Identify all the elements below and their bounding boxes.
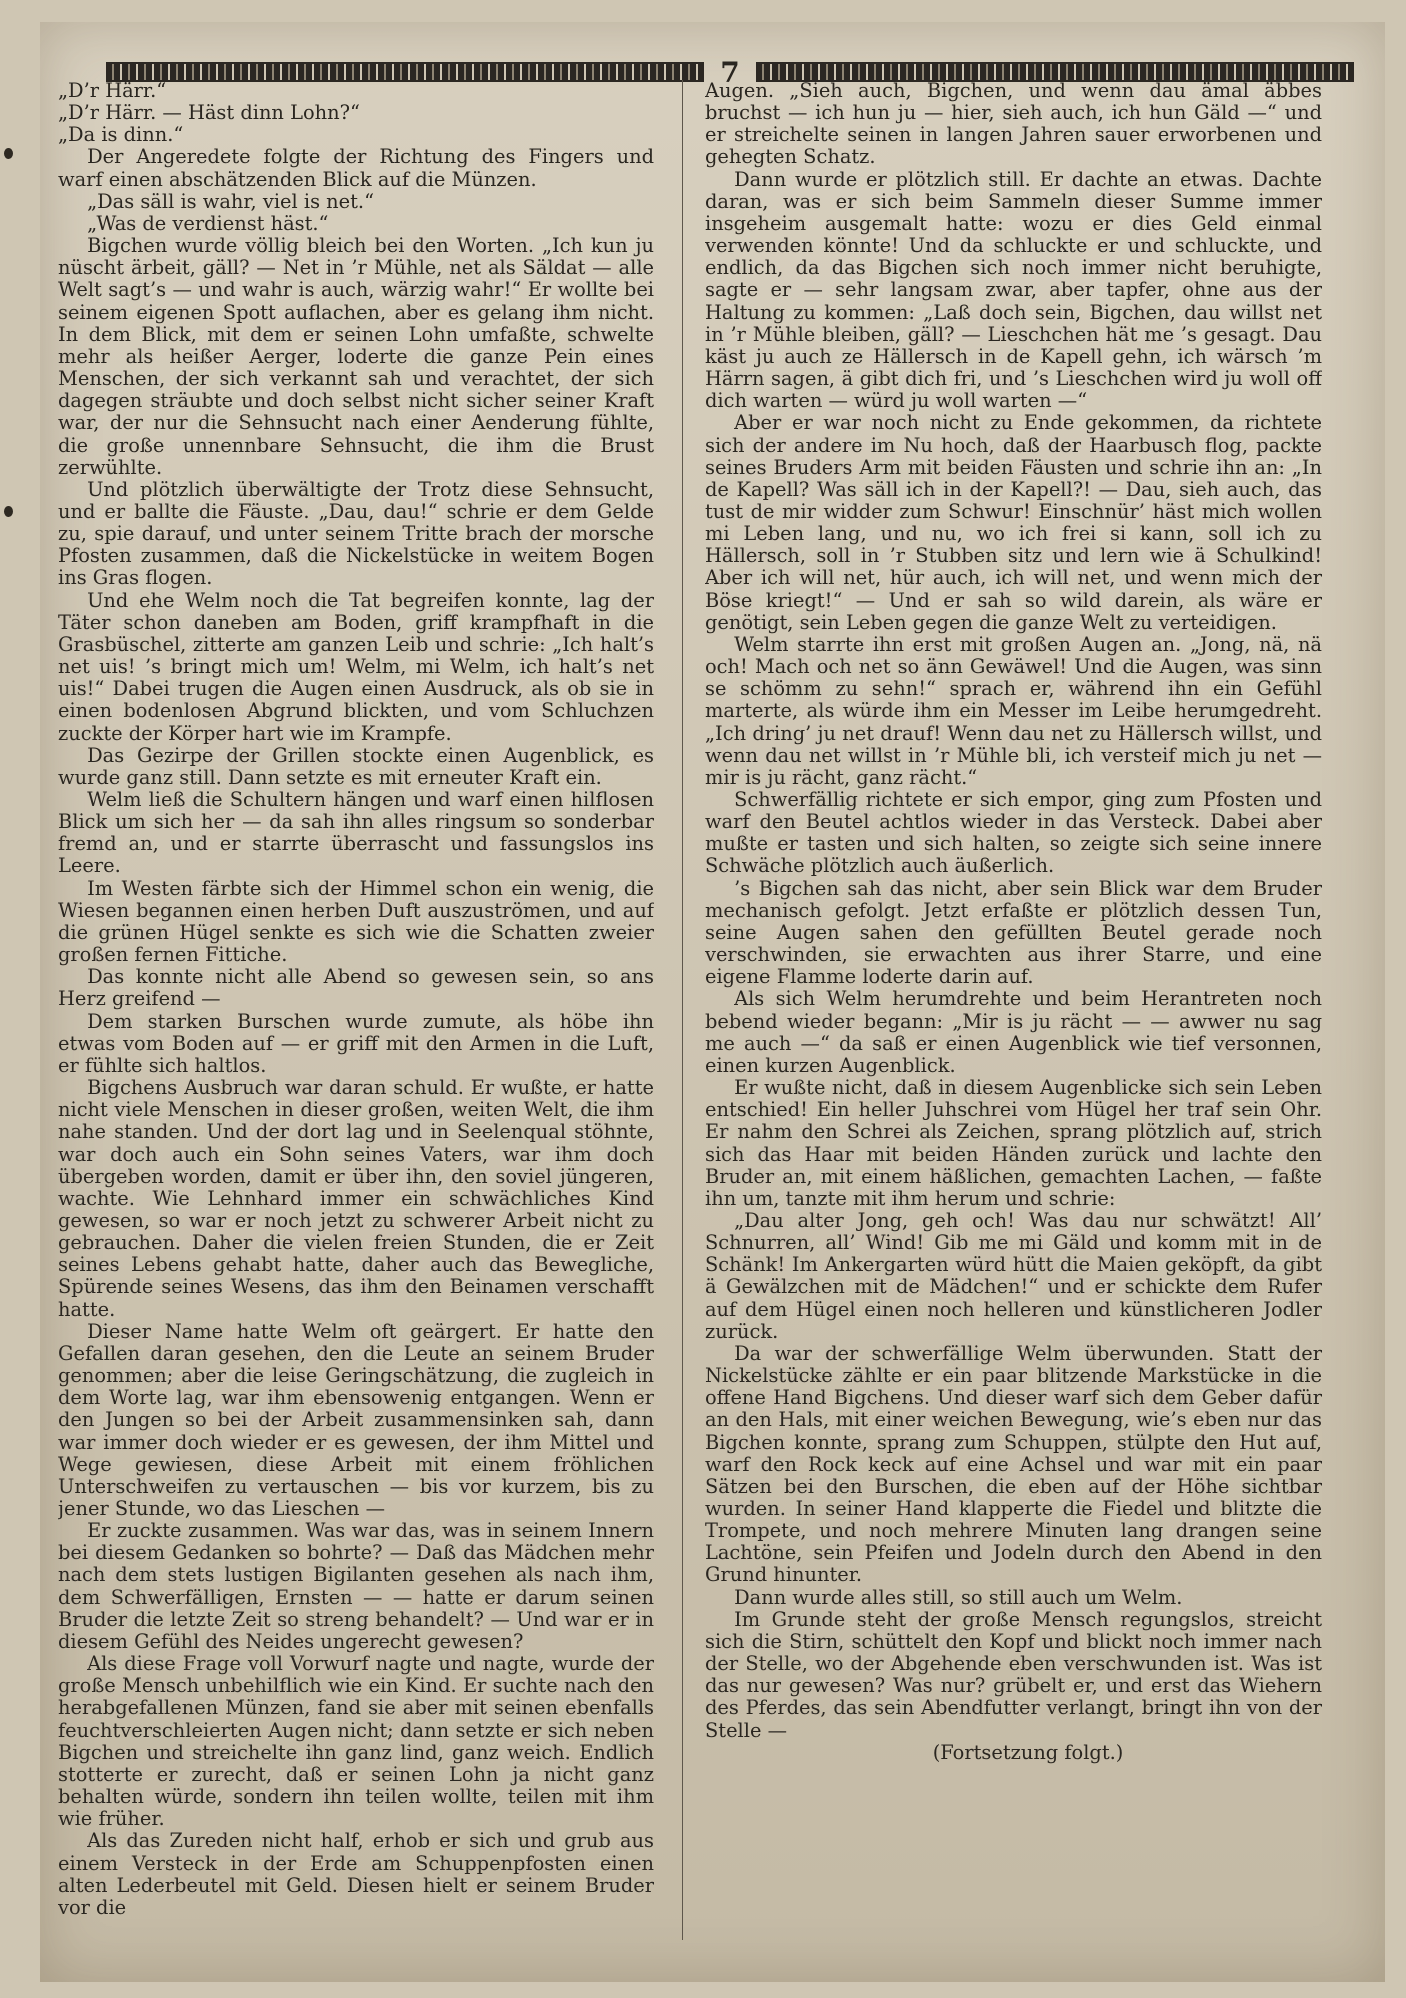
paragraph: Das Gezirpe der Grillen stockte einen Augenblick, es wurde ganz still. Dann setzte es mit erneuter Kraft ein. [58,743,654,789]
continuation-note: (Fortsetzung folgt.) [932,1740,1124,1764]
paragraph: Im Westen färbte sich der Himmel schon ein wenig, die Wiesen begannen einen herben Duft auszuströmen, und auf die grünen Hügel senkte es sich wie die Schatten zweier großen fernen Fittiche. [58,876,654,967]
punch-hole [4,148,13,159]
paragraph: Das konnte nicht alle Abend so gewesen sein, so ans Herz greifend — [58,965,654,1011]
paragraph: Bigchen wurde völlig bleich bei den Worten. „Ich kun ju nüscht ärbeit, gäll? — Net in ’r Mühle, net als Säldat — alle Welt sagt’s — und wahr is auch, wärzig wahr!“ Er wollte bei seinem eigenen Spott auflachen, aber es gelang ihm nicht. In dem Blick, mit dem er seinen Lohn umfaßte, schwelte mehr als heißer Aerger, loderte die ganze Pein eines Menschen, der sich verkannt sah und verachtet, der sich dagegen sträubte und doch selbst nicht sicher seiner Kraft war, der nur die Sehnsucht nach einer Aenderung fühlte, die große unnennbare Sehnsucht, die ihm die Brust zerwühlte. [58,234,654,479]
paragraph: Welm ließ die Schultern hängen und warf einen hilflosen Blick um sich her — da sah ihn alles ringsum so sonderbar fremd an, und er starrte überrascht und fassungslos ins Leere. [58,788,654,878]
punch-hole [4,506,13,517]
paragraph: Als diese Frage voll Vorwurf nagte und nagte, wurde der große Mensch unbehilflich wie ein Kind. Er suchte nach den herabgefallenen Münzen, fand sie aber mit seinen ebenfalls feuchtverschleierten Augen nicht; dann setzte er sich neben Bigchen und streichelte ihn ganz lind, ganz weich. Endlich stotterte er zurecht, daß er seinen Lohn ja nicht ganz behalten würde, sondern ihn teilen wollte, teilen mit ihm wie früher. [58,1652,654,1831]
paragraph: Bigchens Ausbruch war daran schuld. Er wußte, er hatte nicht viele Menschen in dieser großen, weiten Welt, die ihm nahe standen. Und der dort lag und in Seelenqual stöhnte, war doch auch ein Sohn seines Vaters, war ihm doch übergeben worden, damit er über ihn, den soviel jüngeren, wachte. Wie Lehnhard immer ein schwächliches Kind gewesen, so war er noch jetzt zu schwerer Arbeit nicht zu gebrauchen. Daher die vielen freien Stunden, die er Zeit seines Lebens gehabt hatte, daher auch das Bewegliche, Spürende seines Wesens, das ihm den Beinamen verschafft hatte. [58,1076,654,1321]
paragraph: Als das Zureden nicht half, erhob er sich und grub aus einem Versteck in der Erde am Schuppenpfosten einen alten Lederbeutel mit Geld. Diesen hielt er seinem Bruder vor die [58,1829,654,1919]
paragraph: Er zuckte zusammen. Was war das, was in seinem Innern bei diesem Gedanken so bohrte? — Daß das Mädchen mehr nach dem stets lustigen Bigilanten gesehen als nach ihm, dem Schwerfälligen, Ernsten — — hatte er darum seinen Bruder die letzte Zeit so streng behandelt? — Und war er in diesem Gefühl des Neides ungerecht gewesen? [58,1519,654,1653]
column-divider [682,80,683,1940]
paragraph: Dann wurde alles still, so still auch um Welm. [734,1585,1183,1609]
paragraph: Er wußte nicht, daß in diesem Augenblicke sich sein Leben entschied! Ein heller Juhschrei vom Hügel her traf sein Ohr. Er nahm den Schrei als Zeichen, sprang plötzlich auf, strich sich das Haar mit beiden Händen zurück und lachte den Bruder an, mit einem häßlichen, gemachten Lachen, — faßte ihn um, tanzte mit ihm herum und schrie: [705,1076,1322,1210]
paragraph: Und plötzlich überwältigte der Trotz diese Sehnsucht, und er ballte die Fäuste. „Dau, dau!“ schrie er dem Gelde zu, spie darauf, und unter seinem Tritte brach der morsche Pfosten zusammen, daß die Nickelstücke in weitem Bogen ins Gras flogen. [58,477,654,590]
paragraph: Augen. „Sieh auch, Bigchen, und wenn dau ämal äbbes bruchst — ich hun ju — hier, sieh auch, ich hun Gäld —“ und er streichelte seinen in langen Jahren sauer erworbenen und gehegten Schatz. [705,80,1322,169]
paragraph: „D’r Härr.“ [58,80,167,102]
paragraph: Im Grunde steht der große Mensch regungslos, streicht sich die Stirn, schüttelt den Kopf und blickt noch immer nach der Stelle, wo der Abgehende eben verschwunden ist. Was ist das nur gewesen? Was nur? grübelt er, und erst das Wiehern des Pferdes, das sein Abendfutter verlangt, bringt ihn von der Stelle — [705,1607,1322,1742]
paragraph: Der Angeredete folgte der Richtung des Fingers und warf einen abschätzenden Blick auf die Münzen. [58,145,654,191]
header-ornament-left [106,62,704,82]
paragraph: Dann wurde er plötzlich still. Er dachte an etwas. Dachte daran, was er sich beim Sammeln dieser Summe immer insgeheim ausgemalt hatte: wozu er dies Geld einmal verwenden könnte! Und da schluckte er und schluckte, und endlich, da das Bigchen sich noch immer nicht beruhigte, sagte er — sehr langsam zwar, aber tapfer, ohne aus der Haltung zu kommen: „Laß doch sein, Bigchen, dau willst net in ’r Mühle bleiben, gäll? — Lieschchen hät me ’s gesagt. Dau käst ju auch ze Hällersch in de Kapell gehn, ich wärsch ’m Härrn sagen, ä gibt dich fri, und ’s Lieschchen wird ju woll off dich warten — würd ju woll warten —“ [705,167,1322,413]
paragraph: ’s Bigchen sah das nicht, aber sein Blick war dem Bruder mechanisch gefolgt. Jetzt erfaßte er plötzlich dessen Tun, seine Augen sahen den gefüllten Beutel gerade noch verschwinden, sie erwachten aus ihrer Starre, und eine eigene Flamme loderte darin auf. [705,876,1322,989]
paragraph: Welm starrte ihn erst mit großen Augen an. „Jong, nä, nä och! Mach och net so änn Gewäwel! Und die Augen, was sinn se schömm zu sehn!“ sprach er, während ihn ein Gefühl marterte, als würde ihm ein Messer im Leibe herumgedreht. „Ich dring’ ju net drauf! Wenn dau net zu Hällersch willst, und wenn dau net willst in ’r Mühle bli, ich versteif mich ju net — mir is ju rächt, ganz rächt.“ [705,632,1322,789]
left-column [58,80,654,1936]
paragraph: „D’r Härr. — Häst dinn Lohn?“ [58,101,360,125]
paragraph: „Dau alter Jong, geh och! Was dau nur schwätzt! All’ Schnurren, all’ Wind! Gib me mi Gäld und komm mit in de Schänk! Im Ankergarten würd hütt die Maien geköpft, da gibt ä Gewälzchen mit de Mädchen!“ und er schickte dem Rufer auf dem Hügel einen noch helleren und künstlicheren Jodler zurück. [705,1208,1322,1343]
paragraph: Dieser Name hatte Welm oft geärgert. Er hatte den Gefallen daran gesehen, den die Leute an seinem Bruder genommen; aber die leise Geringschätzung, die zugleich in dem Worte lag, war ihm ebensowenig entgangen. Wenn er den Jungen so bei der Arbeit zusammensinken sah, dann war immer doch wieder er es gewesen, der ihm Mittel und Wege gewiesen, diese Arbeit mit einem fröhlichen Unterschweifen zu vertauschen — bis vor kurzem, bis zu jener Stunde, wo das Lieschen — [58,1319,654,1520]
paragraph: Aber er war noch nicht zu Ende gekommen, da richtete sich der andere im Nu hoch, daß der Haarbusch flog, packte seines Bruders Arm mit beiden Fäusten und schrie ihn an: „In de Kapell? Was säll ich in der Kapell?! — Dau, sieh auch, das tust de mir widder zum Schwur! Einschnür’ häst mich wollen mi Leben lang, und nu, wo ich frei si kann, soll ich zu Hällersch, soll in ’r Stubben sitz und lern wie ä Schulkind! Aber ich will net, hür auch, ich will net, und wenn mich der Böse kriegt!“ — Und er sah so wild darein, als wäre er genötigt, sein Leben gegen die ganze Welt zu verteidigen. [705,411,1322,634]
paragraph: Und ehe Welm noch die Tat begreifen konnte, lag der Täter schon daneben am Boden, griff krampfhaft in die Grasbüschel, zitterte am ganzen Leib und schrie: „Ich halt’s net uis! ’s bringt mich um! Welm, mi Welm, ich halt’s net uis!“ Dabei trugen die Augen einen Ausdruck, als ob sie in einen bodenlosen Abgrund blickten, und vom Schluchzen zuckte der Körper hart wie im Krampfe. [58,588,654,745]
paragraph: Als sich Welm herumdrehte und beim Herantreten noch bebend wieder begann: „Mir is ju rächt — — awwer nu sag me auch —“ da saß er einen Augenblick wie tief versonnen, einen kurzen Augenblick. [705,987,1322,1077]
paragraph: Da war der schwerfällige Welm überwunden. Statt der Nickelstücke zählte er ein paar blitzende Markstücke in die offene Hand Bigchens. Und dieser warf sich dem Geber dafür an den Hals, mit einer weichen Bewegung, wie’s eben nur das Bigchen konnte, sprang zum Schuppen, stülpte den Hut auf, warf den Rock keck auf eine Achsel und war mit ein paar Sätzen bei den Burschen, die eben auf der Höhe sichtbar wurden. In seiner Hand klapperte die Fiedel und blitzte die Trompete, und noch mehrere Minuten lang drangen seine Lachtöne, sein Pfeifen und Jodeln durch den Abend in den Grund hinunter. [705,1341,1322,1587]
paragraph: „Da is dinn.“ [58,123,184,147]
paragraph: „Das säll is wahr, viel is net.“ [87,189,375,213]
paragraph: „Was de verdienst häst.“ [87,211,329,235]
paragraph: Dem starken Burschen wurde zumute, als höbe ihn etwas vom Boden auf — er griff mit den Armen in die Luft, er fühlte sich haltlos. [58,1009,654,1077]
header-ornament-right [756,62,1354,82]
page-number: 7 [720,55,740,89]
right-column [705,80,1322,1940]
paragraph: Schwerfällig richtete er sich empor, ging zum Pfosten und warf den Beutel achtlos wieder in das Versteck. Dabei aber mußte er tasten und sich halten, so zeigte sich seine innere Schwäche plötzlich auch äußerlich. [705,788,1322,878]
